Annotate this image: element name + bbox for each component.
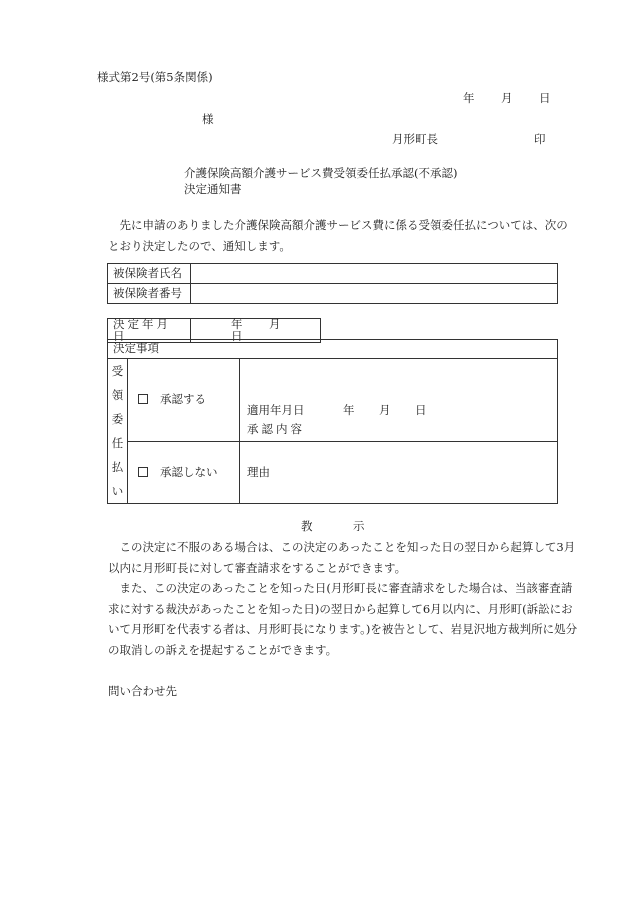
reject-checkbox[interactable]	[138, 467, 148, 477]
decision-date-day: 日	[231, 328, 243, 343]
insured-name-label: 被保険者氏名	[108, 264, 191, 284]
instruction-heading-char: 示	[353, 519, 365, 533]
contact-label: 問い合わせ先	[108, 684, 177, 698]
form-number: 様式第2号(第5条関係)	[97, 70, 213, 84]
insured-table	[107, 263, 558, 304]
category-char: 任	[111, 436, 124, 450]
header-date-day: 日	[539, 91, 551, 105]
approval-details-cell	[240, 359, 558, 442]
insured-name-field[interactable]	[191, 264, 558, 284]
category-vertical-label	[108, 359, 128, 504]
apply-date-row	[247, 405, 427, 417]
category-char: い	[111, 484, 124, 498]
apply-date-month: 月	[379, 403, 391, 417]
approve-option-label: 承認する	[160, 392, 206, 407]
approval-content-label: 承認内容	[247, 422, 305, 436]
instruction-heading-char: 教	[301, 519, 313, 533]
issuer-name: 月形町長	[392, 132, 438, 146]
issuer-seal: 印	[534, 132, 546, 146]
document-title-line2: 決定通知書	[184, 182, 242, 196]
decision-date-label: 決定年月日	[108, 319, 191, 343]
instruction-heading	[301, 521, 365, 533]
reject-option-label: 承認しない	[160, 464, 218, 479]
reason-label: 理由	[247, 464, 270, 479]
intro-text: 先に申請のありました介護保険高額介護サービス費に係る受領委任払については、次のとおり決定したので、通知します。	[108, 218, 568, 253]
insured-number-label: 被保険者番号	[108, 284, 191, 304]
category-char: 委	[111, 412, 124, 426]
intro-paragraph	[108, 215, 578, 256]
header-date	[463, 93, 551, 105]
decision-matters-label: 決定事項	[108, 340, 558, 359]
apply-date-year: 年	[343, 403, 355, 417]
approve-option[interactable]	[128, 359, 240, 442]
approve-checkbox[interactable]	[138, 394, 148, 404]
instruction-paragraph-2: また、この決定のあったことを知った日(月形町長に審査請求をした場合は、当該審査請求に対する裁決があったことを知った日)の翌日から起算して6月以内に、月形町(訴訟において月形町を代表する者は、月形町長になります。)を被告として、岩見沢地方裁判所に処分の取消しの訴えを提起することができます。	[108, 581, 578, 657]
header-date-year: 年	[463, 91, 475, 105]
category-char: 領	[111, 388, 124, 402]
recipient-suffix: 様	[202, 112, 214, 126]
instruction-body	[108, 537, 578, 660]
category-char: 払	[111, 460, 124, 474]
header-date-month: 月	[501, 91, 513, 105]
instruction-paragraph-1: この決定に不服のある場合は、この決定のあったことを知った日の翌日から起算して3月以内に月形町長に対して審査請求をすることができます。	[108, 540, 576, 575]
document-title: 介護保険高額介護サービス費受領委任払承認(不承認)	[184, 166, 458, 180]
apply-date-day: 日	[415, 403, 427, 417]
decision-date-year: 年	[231, 317, 243, 331]
decision-matters-table	[107, 339, 558, 504]
reason-cell	[240, 442, 558, 504]
category-char: 受	[111, 364, 124, 378]
insured-number-field[interactable]	[191, 284, 558, 304]
reject-option[interactable]	[128, 442, 240, 504]
decision-date-month: 月	[269, 317, 281, 331]
apply-date-label: 適用年月日	[247, 403, 305, 417]
